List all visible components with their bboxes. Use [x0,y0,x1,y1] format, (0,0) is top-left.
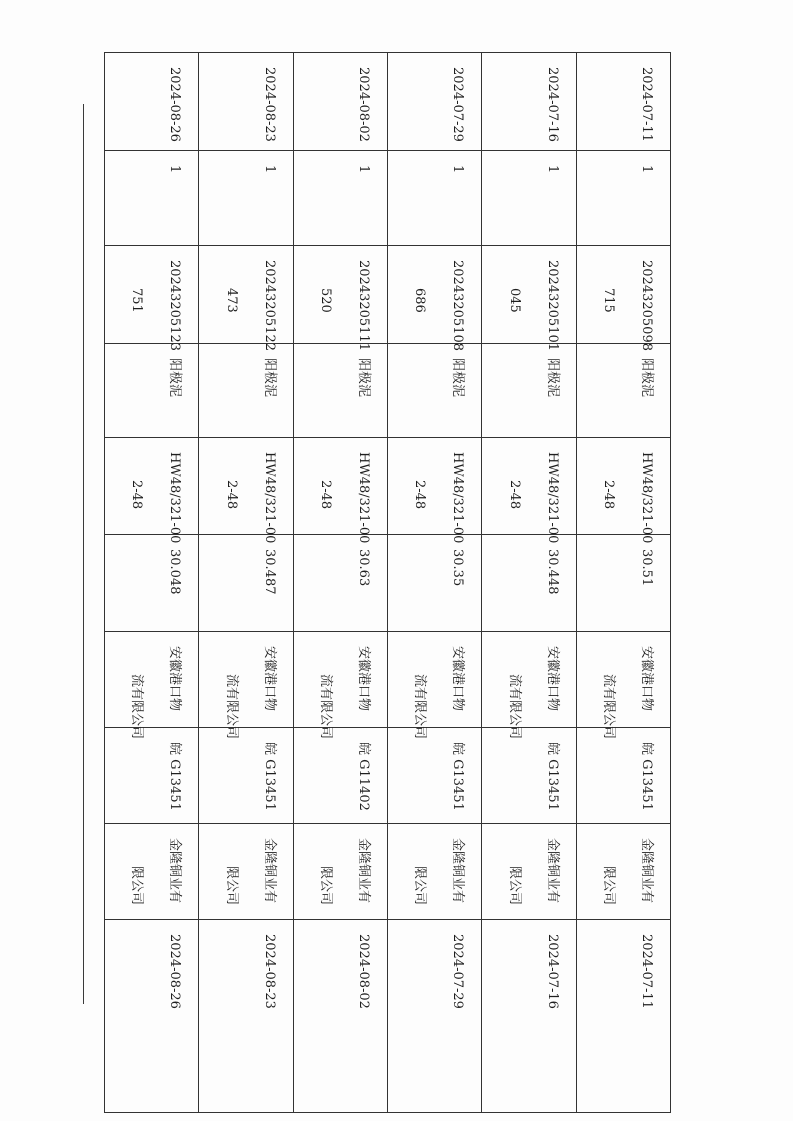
text-carrier-line2: 流有限公司 [601,674,616,740]
cell-carrier [576,632,670,740]
text-date-shipped: 2024-07-11 [639,934,654,1009]
cell-waste-code [199,438,293,544]
text-spec-line1: HW48/321-00 [356,452,372,544]
text-date-shipped: 2024-07-16 [544,934,560,1009]
text-quantity: 1 [261,165,277,174]
cell-material [576,344,670,438]
text-weight: 30.35 [450,549,466,587]
cell-date-received [576,53,670,151]
cell-material [482,344,576,438]
text-spec-line2: 2-48 [129,480,145,510]
text-number-line2: 715 [601,288,616,313]
cell-plate-number [293,728,387,824]
cell-quantity [482,151,576,246]
text-number-line1: 20243205108 [450,260,466,351]
text-number-line1: 20243205101 [544,260,560,351]
text-weight: 30.048 [167,549,183,595]
table-body [105,53,671,1113]
text-number-line1: 20243205123 [167,260,183,351]
cell-date-received [105,53,199,151]
cell-quantity [199,151,293,246]
cell-weight [293,535,387,632]
text-spec-line1: HW48/321-00 [544,452,560,544]
text-carrier-line1: 安徽港口物 [544,646,560,712]
cell-waste-code [388,438,482,544]
text-plate: 皖 G11402 [356,742,372,811]
cell-date-received [199,53,293,151]
cell-receiver [482,824,576,920]
cell-date-shipped [482,920,576,1113]
text-spec-line2: 2-48 [506,480,522,510]
text-material: 阳极泥 [356,358,372,398]
cell-plate-number [199,728,293,824]
cell-date-received [482,53,576,151]
table-row [199,53,293,1113]
text-number-line2: 751 [129,288,145,313]
cell-date-shipped [199,920,293,1113]
text-date-received: 2024-08-26 [167,67,183,142]
cell-material [388,344,482,438]
text-weight: 30.487 [261,549,277,595]
text-receiver-line1: 金隆铜业有 [356,838,372,904]
cell-weight [388,535,482,632]
text-spec-line2: 2-48 [601,480,616,510]
cell-quantity [388,151,482,246]
cell-transfer-number [293,246,387,351]
text-number-line2: 045 [506,288,522,313]
cell-transfer-number [482,246,576,351]
text-receiver-line1: 金隆铜业有 [639,838,654,904]
cell-waste-code [105,438,199,544]
text-number-line1: 20243205098 [639,260,654,351]
cell-waste-code [576,438,670,544]
table-row [293,53,387,1113]
rotated-table-container [104,52,671,1012]
text-date-shipped: 2024-07-29 [450,934,466,1009]
text-spec-line1: HW48/321-00 [261,452,277,544]
text-carrier-line1: 安徽港口物 [356,646,372,712]
cell-plate-number [482,728,576,824]
text-spec-line1: HW48/321-00 [450,452,466,544]
cell-date-shipped [576,920,670,1113]
text-material: 阳极泥 [639,358,654,398]
text-date-received: 2024-07-16 [544,67,560,142]
cell-weight [105,535,199,632]
text-number-line2: 473 [223,288,239,313]
text-receiver-line2: 限公司 [129,866,145,906]
text-spec-line1: HW48/321-00 [639,452,654,544]
text-quantity: 1 [639,165,654,174]
table-row [105,53,199,1113]
cell-receiver [388,824,482,920]
cell-carrier [105,632,199,740]
cell-waste-code [482,438,576,544]
text-receiver-line2: 限公司 [506,866,522,906]
text-carrier-line1: 安徽港口物 [261,646,277,712]
transfer-record-table [104,52,671,1113]
text-date-received: 2024-07-11 [639,67,654,142]
text-material: 阳极泥 [167,358,183,398]
text-plate: 皖 G13451 [167,742,183,811]
text-date-received: 2024-08-23 [261,67,277,142]
text-quantity: 1 [450,165,466,174]
text-receiver-line1: 金隆铜业有 [261,838,277,904]
text-material: 阳极泥 [450,358,466,398]
text-material: 阳极泥 [544,358,560,398]
cell-weight [199,535,293,632]
text-spec-line2: 2-48 [318,480,334,510]
cell-weight [482,535,576,632]
text-date-received: 2024-07-29 [450,67,466,142]
cell-waste-code [293,438,387,544]
cell-material [199,344,293,438]
text-receiver-line1: 金隆铜业有 [167,838,183,904]
text-carrier-line2: 流有限公司 [129,674,145,740]
table-row [576,53,670,1113]
cell-transfer-number [105,246,199,351]
cell-quantity [293,151,387,246]
cell-receiver [105,824,199,920]
text-plate: 皖 G13451 [450,742,466,811]
cell-receiver [199,824,293,920]
cell-receiver [576,824,670,920]
text-spec-line1: HW48/321-00 [167,452,183,544]
text-receiver-line2: 限公司 [223,866,239,906]
cell-date-shipped [105,920,199,1113]
text-spec-line2: 2-48 [223,480,239,510]
cell-date-received [293,53,387,151]
cell-date-shipped [293,920,387,1113]
text-number-line2: 686 [412,288,428,313]
text-plate: 皖 G13451 [639,742,654,811]
cell-weight [576,535,670,632]
cell-plate-number [388,728,482,824]
text-weight: 30.51 [639,549,654,587]
text-plate: 皖 G13451 [544,742,560,811]
text-date-shipped: 2024-08-23 [261,934,277,1009]
text-carrier-line2: 流有限公司 [506,674,522,740]
cell-carrier [388,632,482,740]
cell-carrier [199,632,293,740]
cell-plate-number [576,728,670,824]
text-carrier-line2: 流有限公司 [412,674,428,740]
text-receiver-line1: 金隆铜业有 [544,838,560,904]
cell-material [105,344,199,438]
cell-quantity [576,151,670,246]
cell-transfer-number [199,246,293,351]
table-row [482,53,576,1113]
text-carrier-line2: 流有限公司 [318,674,334,740]
text-carrier-line1: 安徽港口物 [450,646,466,712]
cell-carrier [293,632,387,740]
text-weight: 30.63 [356,549,372,587]
text-receiver-line2: 限公司 [412,866,428,906]
text-receiver-line2: 限公司 [318,866,334,906]
text-material: 阳极泥 [261,358,277,398]
text-number-line1: 20243205122 [261,260,277,351]
binding-margin-line [83,104,84,1004]
text-weight: 30.448 [544,549,560,595]
text-plate: 皖 G13451 [261,742,277,811]
text-carrier-line1: 安徽港口物 [167,646,183,712]
cell-date-shipped [388,920,482,1113]
text-receiver-line1: 金隆铜业有 [450,838,466,904]
text-carrier-line2: 流有限公司 [223,674,239,740]
text-date-received: 2024-08-02 [356,67,372,142]
text-date-shipped: 2024-08-26 [167,934,183,1009]
text-quantity: 1 [544,165,560,174]
cell-transfer-number [388,246,482,351]
cell-receiver [293,824,387,920]
text-spec-line2: 2-48 [412,480,428,510]
table-row [388,53,482,1113]
text-number-line2: 520 [318,288,334,313]
cell-date-received [388,53,482,151]
text-quantity: 1 [167,165,183,174]
cell-transfer-number [576,246,670,351]
cell-quantity [105,151,199,246]
text-number-line1: 20243205111 [356,260,372,351]
cell-plate-number [105,728,199,824]
text-receiver-line2: 限公司 [601,866,616,906]
text-quantity: 1 [356,165,372,174]
cell-carrier [482,632,576,740]
text-date-shipped: 2024-08-02 [356,934,372,1009]
cell-material [293,344,387,438]
text-carrier-line1: 安徽港口物 [639,646,654,712]
